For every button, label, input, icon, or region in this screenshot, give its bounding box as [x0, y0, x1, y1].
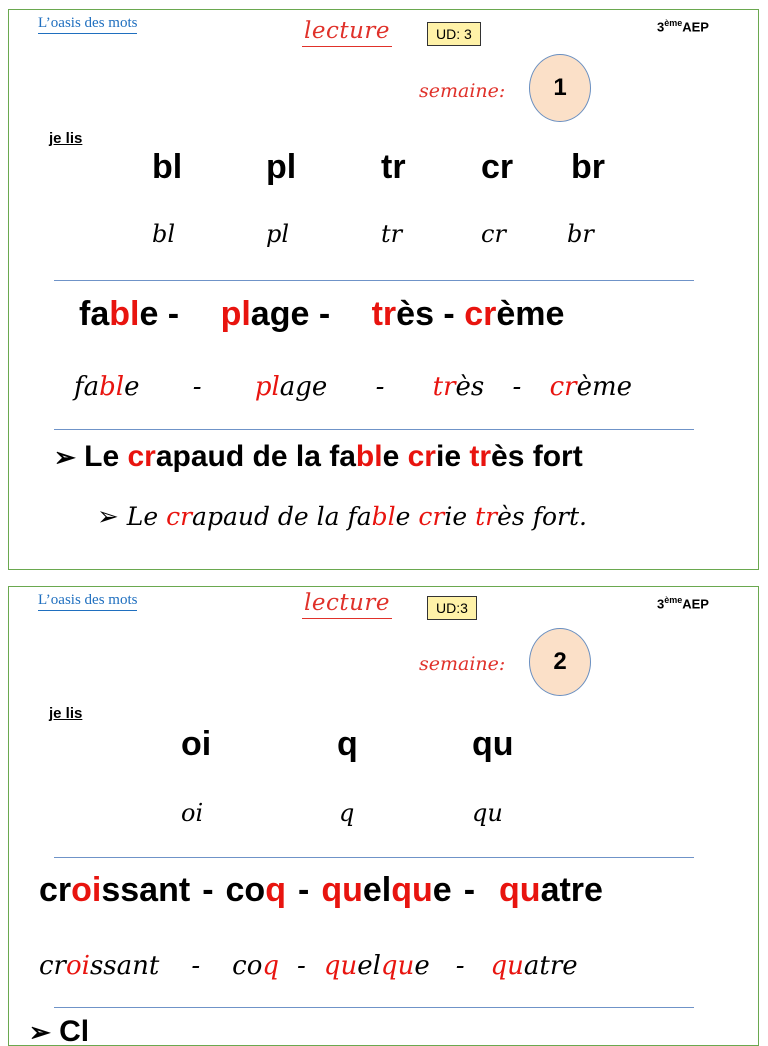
- syllable-cursive: cr: [481, 220, 506, 248]
- syllable-print: bl: [152, 148, 183, 186]
- ud-badge: UD: 3: [427, 22, 481, 46]
- lesson-card-week-2: [8, 586, 759, 1046]
- syllable-cursive: oi: [181, 799, 204, 827]
- words-print-row: fable - plage - très - crème: [79, 295, 565, 333]
- words-print-row: croissant - coq - quelque - quatre: [39, 871, 603, 909]
- divider: [54, 1007, 694, 1008]
- syllable-cursive: q: [339, 799, 355, 827]
- syllable-cursive: br: [567, 220, 594, 248]
- syllable-cursive: bl: [152, 220, 176, 248]
- syllable-print: oi: [181, 725, 212, 763]
- syllable-print: tr: [381, 148, 406, 186]
- week-number: 2: [553, 648, 567, 675]
- logo-text: L’oasis des mots: [38, 15, 137, 34]
- level-label: 3èmeAEP: [657, 595, 709, 612]
- sentence-print-text: Le crapaud de la fable crie très fort: [84, 440, 583, 473]
- syllable-cursive: pl: [266, 220, 290, 248]
- page-title: lecture: [302, 590, 392, 619]
- je-lis-heading: je lis: [49, 130, 83, 147]
- words-cursive-row: croissant - coq - quelque - quatre: [39, 951, 578, 981]
- je-lis-heading: je lis: [49, 705, 83, 722]
- syllable-print: cr: [481, 148, 514, 186]
- arrow-bullet-icon: ➢: [29, 1017, 51, 1046]
- syllable-print: pl: [266, 148, 297, 186]
- divider: [54, 857, 694, 858]
- logo-text: L’oasis des mots: [38, 592, 137, 611]
- sentence-print: [54, 440, 583, 474]
- ud-badge: UD:3: [427, 596, 477, 620]
- week-number: 1: [553, 74, 567, 101]
- sentence-print-text: Cl: [59, 1015, 90, 1046]
- syllable-cursive: qu: [472, 799, 503, 827]
- week-number-circle: [529, 628, 591, 696]
- level-label: 3èmeAEP: [657, 18, 709, 35]
- week-label: semaine:: [419, 653, 506, 675]
- lesson-card-week-1: [8, 9, 759, 570]
- week-number-circle: [529, 54, 591, 122]
- page-title: lecture: [302, 18, 392, 47]
- words-cursive-row: fable - plage - très - crème: [74, 372, 633, 402]
- syllable-print: qu: [472, 725, 514, 763]
- syllable-cursive: tr: [381, 220, 403, 248]
- syllable-print: br: [571, 148, 605, 186]
- arrow-bullet-icon: ➢: [97, 502, 119, 532]
- arrow-bullet-icon: ➢: [54, 442, 76, 472]
- divider: [54, 429, 694, 430]
- syllable-print: q: [337, 725, 358, 763]
- sentence-cursive: [97, 502, 587, 532]
- week-label: semaine:: [419, 80, 506, 102]
- sentence-print: [29, 1015, 89, 1046]
- sentence-cursive-text: Le crapaud de la fable crie très fort.: [126, 502, 587, 531]
- divider: [54, 280, 694, 281]
